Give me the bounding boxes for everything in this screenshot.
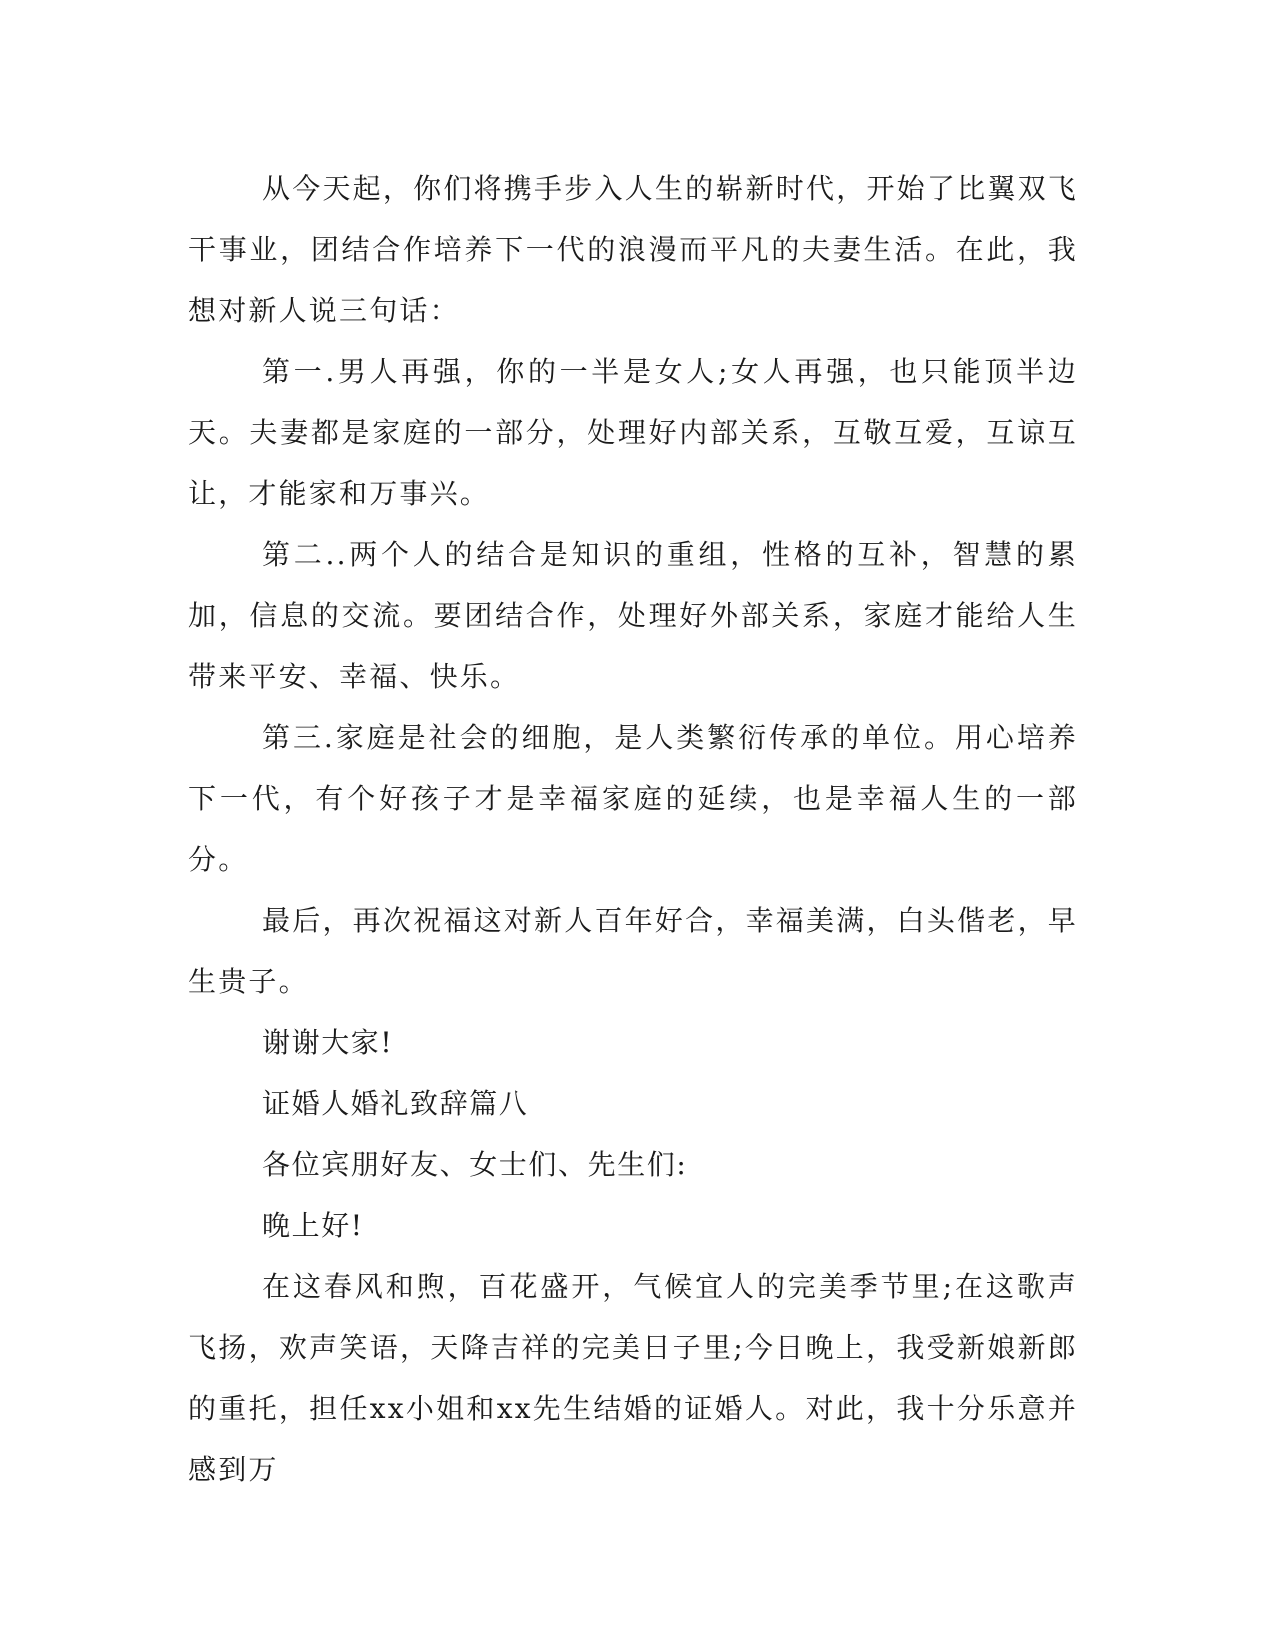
paragraph-third-point: 第三.家庭是社会的细胞，是人类繁衍传承的单位。用心培养下一代，有个好孩子才是幸福家庭的延续，也是幸福人生的一部分。: [188, 721, 1078, 876]
paragraph-opening: 在这春风和煦，百花盛开，气候宜人的完美季节里;在这歌声飞扬，欢声笑语，天降吉祥的完美日子里;今日晚上，我受新娘新郎的重托，担任xx小姐和xx先生结婚的证婚人。对此，我十分乐意并感到万: [188, 1270, 1078, 1486]
paragraph-thanks: 谢谢大家!: [262, 1026, 394, 1059]
paragraph-final-blessing: 最后，再次祝福这对新人百年好合，幸福美满，白头偕老，早生贵子。: [188, 904, 1078, 998]
paragraph-intro: 从今天起，你们将携手步入人生的崭新时代，开始了比翼双飞干事业，团结合作培养下一代的浪漫而平凡的夫妻生活。在此，我想对新人说三句话：: [188, 172, 1078, 327]
section-heading: 证婚人婚礼致辞篇八: [262, 1087, 529, 1120]
paragraph-second-point: 第二..两个人的结合是知识的重组，性格的互补，智慧的累加，信息的交流。要团结合作，处理好外部关系，家庭才能给人生带来平安、幸福、快乐。: [188, 538, 1078, 693]
paragraph-first-point: 第一.男人再强，你的一半是女人;女人再强，也只能顶半边天。夫妻都是家庭的一部分，处理好内部关系，互敬互爱，互谅互让，才能家和万事兴。: [188, 355, 1078, 510]
document-body: [188, 158, 1078, 1500]
paragraph-salutation: 各位宾朋好友、女士们、先生们:: [262, 1148, 688, 1181]
paragraph-greeting: 晚上好!: [262, 1209, 364, 1242]
